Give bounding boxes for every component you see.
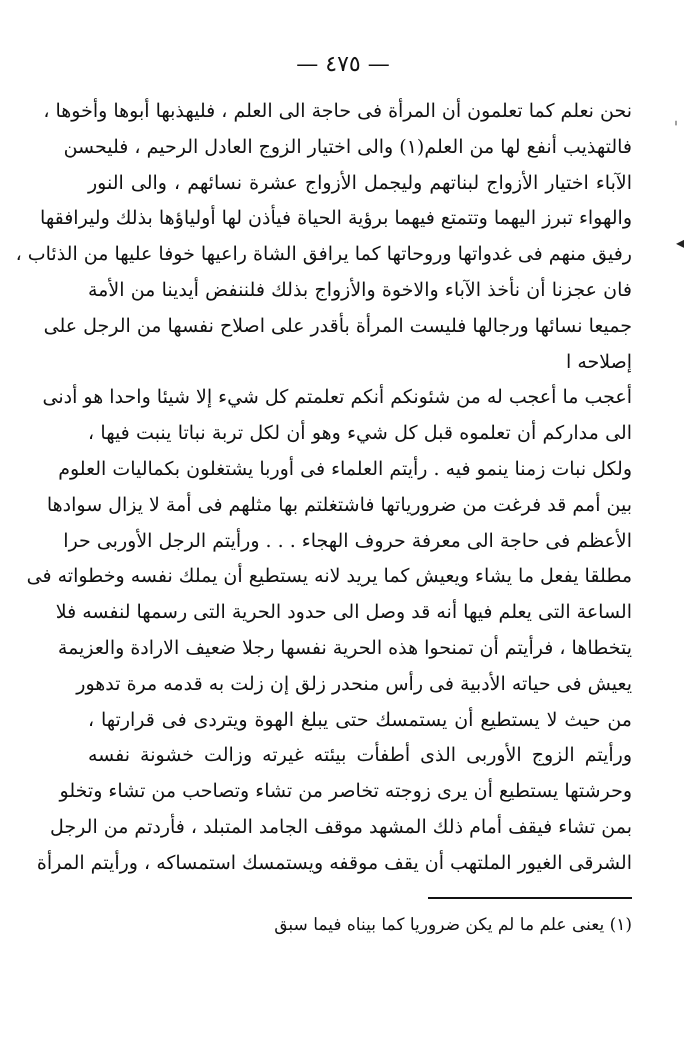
text-line: الأعظم فى حاجة الى معرفة حروف الهجاء . . . ورأيتم الرجل الأوربى حرا xyxy=(63,529,632,552)
text-line: يعيش فى حياته الأدبية فى رأس منحدر زلق إن زلت به قدمه مرة تدهور xyxy=(76,672,632,695)
body-text xyxy=(15,94,632,882)
text-line: إصلاحه ا xyxy=(566,350,632,373)
text-line: والهواء تبرز اليهما وتتمتع فيهما برؤية الحياة فيأذن لها أولياؤها بذلك وليرافقها xyxy=(40,207,632,230)
text-line: وحرشتها يستطيع أن يرى زوجته تخاصر من تشاء وتصاحب من تشاء وتخلو xyxy=(59,780,632,803)
text-line: الشرقى الغيور الملتهب أن يقف موقفه ويستمسك استمساكه ، ورأيتم المرأة xyxy=(36,851,632,874)
text-line: ورأيتم الزوج الأوربى الذى أطفأت بيئته غيرته وزالت خشونة نفسه xyxy=(88,744,632,767)
page-number: — ٤٧٥ — xyxy=(296,52,390,77)
text-line: رفيق منهم فى غدواتها وروحاتها كما يرافق الشاة راعيها خوفا عليها من الذئاب ، xyxy=(15,243,632,266)
text-line: الى مداركم أن تعلموه قبل كل شيء وهو أن لكل تربة نباتا ينبت فيها ، xyxy=(88,422,632,445)
text-line: الآباء اختيار الأزواج لبناتهم وليجمل الأزواج عشرة نسائهم ، والى النور xyxy=(88,171,632,194)
footnote: (١) يعنى علم ما لم يكن ضروريا كما بيناه فيما سبق xyxy=(274,915,632,935)
footnote-divider xyxy=(428,897,632,899)
text-line: الساعة التى يعلم فيها أنه قد وصل الى حدود الحرية التى رسمها لنفسه فلا xyxy=(55,601,632,624)
text-line: يتخطاها ، فرأيتم أن تمنحوا هذه الحرية نفسها رجلا ضعيف الارادة والعزيمة xyxy=(57,636,632,659)
text-line: جميعا نسائها ورجالها فليست المرأة بأقدر على اصلاح نفسها من الرجل على xyxy=(43,314,632,337)
text-line: بين أمم قد فرغت من ضرورياتها فاشتغلتم بها مثلهم فى أمة لا يزال سوادها xyxy=(46,493,632,516)
text-line: بمن تشاء فيقف أمام ذلك المشهد موقف الجامد المتبلد ، فأردتم من الرجل xyxy=(50,815,632,838)
text-line: نحن نعلم كما تعلمون أن المرأة فى حاجة الى العلم ، فليهذبها أبوها وأخوها ، xyxy=(43,100,632,122)
text-line: فالتهذيب أنفع لها من العلم(١) والى اختيار الزوج العادل الرحيم ، فليحسن xyxy=(63,135,632,158)
text-line: فان عجزنا أن نأخذ الآباء والاخوة والأزواج بذلك فلننفض أيدينا من الأمة xyxy=(88,278,632,301)
text-line: من حيث لا يستطيع أن يستمسك حتى يبلغ الهوة ويتردى فى قرارتها ، xyxy=(88,708,632,731)
text-line: مطلقا يفعل ما يشاء ويعيش كما يريد لانه يستطيع أن يملك نفسه وخطواته فى xyxy=(26,565,632,588)
text-line: ولكل نبات زمنا ينمو فيه . رأيتم العلماء فى أوربا يشتغلون بكماليات العلوم xyxy=(58,457,632,480)
margin-arrow-mark: ◂ xyxy=(676,233,685,252)
text-line: أعجب ما أعجب له من شئونكم أنكم تعلمتم كل شيء إلا شيئا واحدا هو أدنى xyxy=(42,386,632,409)
